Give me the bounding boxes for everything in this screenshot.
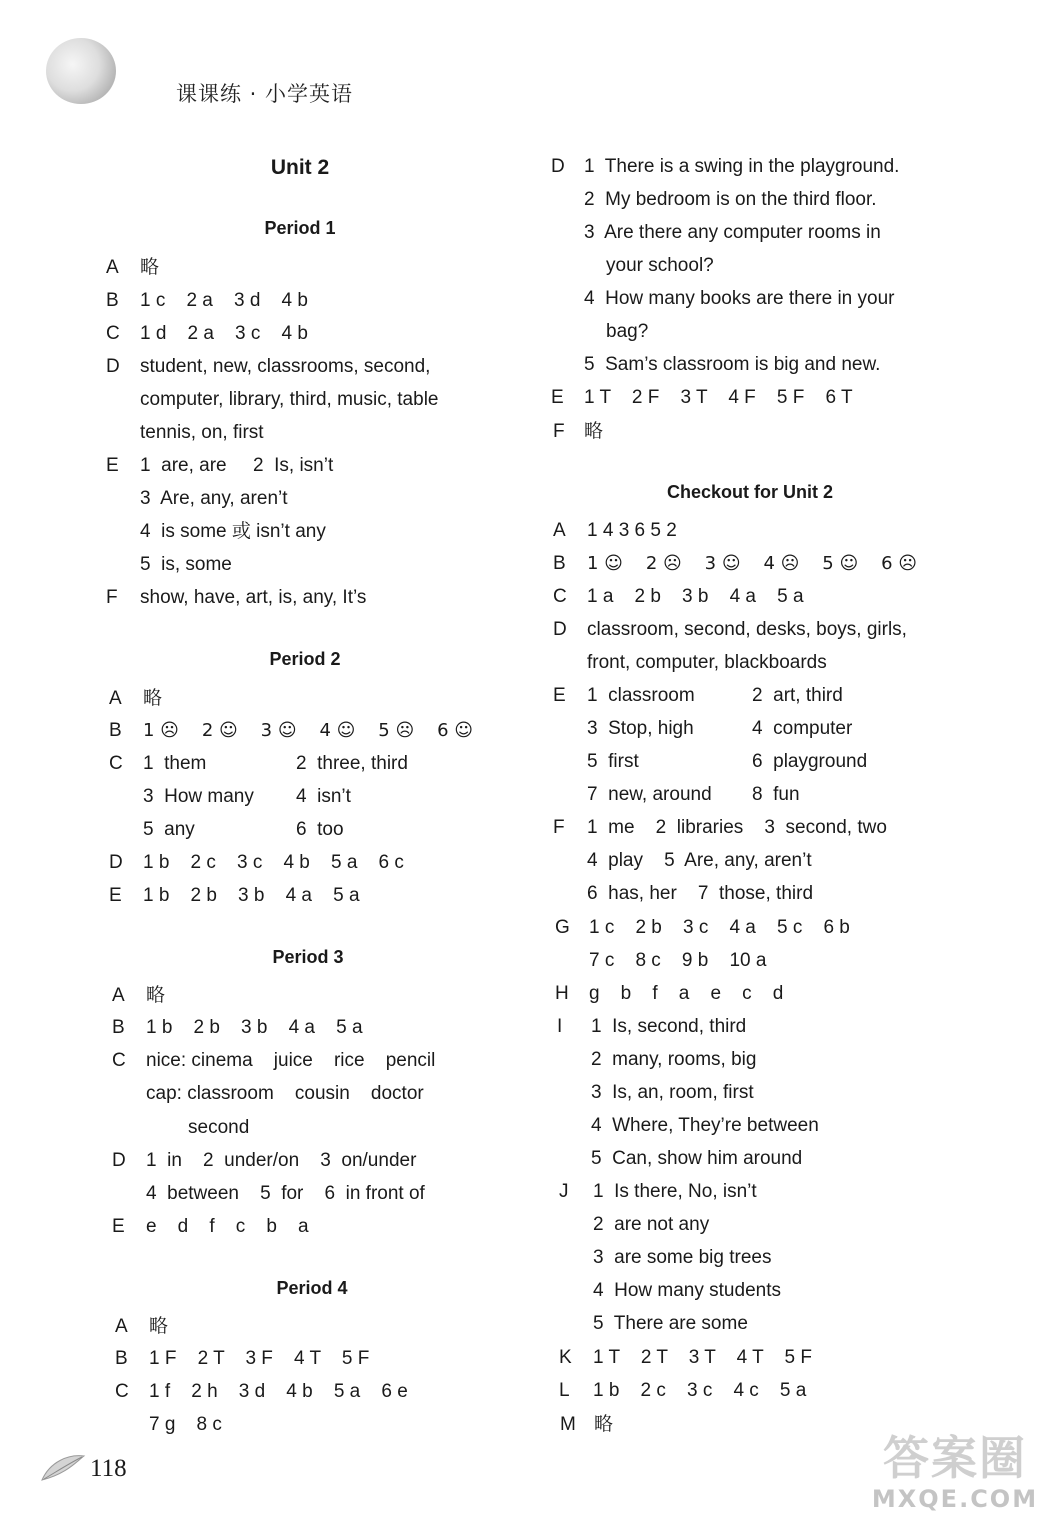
section-label: C: [112, 1050, 126, 1071]
answer-line: 略: [594, 1414, 614, 1435]
answer-line: 5 first: [587, 751, 639, 772]
answer-line: 5 is, some: [140, 554, 232, 575]
watermark-url: MXQE.COM: [871, 1485, 1039, 1513]
section-label: I: [557, 1016, 563, 1037]
section-label: G: [555, 917, 570, 938]
section-label: L: [559, 1380, 570, 1401]
answer-line: front, computer, blackboards: [587, 652, 827, 673]
section-label: D: [109, 852, 123, 873]
answer-line: 3 Is, an, room, first: [591, 1082, 754, 1103]
answer-line: cap: classroom cousin doctor: [146, 1083, 424, 1104]
checkout-title: Checkout for Unit 2: [666, 482, 833, 502]
answer-line: 1 F 2 T 3 F 4 T 5 F: [149, 1348, 370, 1369]
section-label: A: [106, 257, 119, 278]
answer-line: 略: [140, 257, 160, 278]
section-label: H: [555, 983, 569, 1004]
answer-line: 1 T 2 T 3 T 4 T 5 F: [593, 1347, 812, 1368]
section-label: B: [115, 1348, 128, 1369]
answer-line: 1 b 2 b 3 b 4 a 5 a: [143, 885, 360, 906]
answer-line: 1 in 2 under/on 3 on/under: [146, 1150, 417, 1171]
answer-line: bag?: [606, 321, 649, 342]
answer-line: 1 c 2 a 3 d 4 b: [140, 290, 308, 311]
leaf-icon: [40, 1452, 86, 1482]
answer-line: 1 T 2 F 3 T 4 F 5 F 6 T: [584, 387, 853, 408]
answer-line: 1 me 2 libraries 3 second, two: [587, 817, 887, 838]
answer-line: 4 play 5 Are, any, aren’t: [587, 850, 812, 871]
section-label: C: [553, 586, 567, 607]
answer-line: 5 There are some: [593, 1313, 748, 1334]
answer-line: 6 too: [296, 819, 344, 840]
section-label: A: [112, 985, 125, 1006]
answer-line: second: [188, 1117, 250, 1138]
answer-line: 3 Are, any, aren’t: [140, 488, 288, 509]
answer-line: 1 classroom: [587, 685, 695, 706]
answer-line: 6 playground: [752, 751, 868, 772]
answer-line: 7 c 8 c 9 b 10 a: [589, 950, 767, 971]
answer-line: computer, library, third, music, table: [140, 389, 439, 410]
answer-line: 5 any: [143, 819, 195, 840]
answer-line: 3 How many: [143, 786, 254, 807]
section-label: D: [106, 356, 120, 377]
answer-line: show, have, art, is, any, It’s: [140, 587, 367, 608]
answer-line: 2 three, third: [296, 753, 408, 774]
answer-line: 5 Sam’s classroom is big and new.: [584, 354, 881, 375]
answer-line: student, new, classrooms, second,: [140, 356, 431, 377]
section-label: F: [106, 587, 118, 608]
section-label: E: [109, 885, 122, 906]
answer-line: 4 is some 或 isn’t any: [140, 521, 326, 542]
answer-line: 略: [584, 421, 604, 442]
watermark-text: 答案圈: [883, 1431, 1027, 1485]
answer-line: 1 b 2 c 3 c 4 b 5 a 6 c: [143, 852, 404, 873]
answer-line: 1 There is a swing in the playground.: [584, 156, 900, 177]
answer-line: 2 art, third: [752, 685, 843, 706]
section-label: A: [553, 520, 566, 541]
page-number: 118: [90, 1455, 127, 1482]
answer-line: 1 b 2 c 3 c 4 c 5 a: [593, 1380, 807, 1401]
section-label: B: [553, 553, 566, 574]
answer-line: 1 d 2 a 3 c 4 b: [140, 323, 308, 344]
answer-line: nice: cinema juice rice pencil: [146, 1050, 436, 1071]
answer-line: 1 Is, second, third: [591, 1016, 747, 1037]
answer-line: 略: [143, 688, 163, 709]
section-label: E: [553, 685, 566, 706]
answer-line: 2 My bedroom is on the third floor.: [584, 189, 877, 210]
answer-line: e d f c b a: [146, 1216, 309, 1237]
answer-line: 1 c 2 b 3 c 4 a 5 c 6 b: [589, 917, 850, 938]
answer-line: 5 Can, show him around: [591, 1148, 803, 1169]
header-logo: [46, 38, 116, 104]
answer-line: your school?: [606, 255, 714, 276]
section-label: A: [109, 688, 122, 709]
answer-line: 7 new, around: [587, 784, 712, 805]
answer-line: 4 Where, They’re between: [591, 1115, 819, 1136]
book-title: 课课练 · 小学英语: [176, 82, 354, 106]
section-label: E: [106, 455, 119, 476]
answer-line: 1 Is there, No, isn’t: [593, 1181, 757, 1202]
answer-line: 4 computer: [752, 718, 853, 739]
answer-line: 3 Stop, high: [587, 718, 694, 739]
answer-line: 6 has, her 7 those, third: [587, 883, 814, 904]
unit-title: Unit 2: [270, 156, 330, 179]
section-label: C: [115, 1381, 129, 1402]
answer-line: 略: [146, 985, 166, 1006]
watermark-logo: [870, 1432, 1040, 1528]
answer-line: 3 are some big trees: [593, 1247, 772, 1268]
section-label: K: [559, 1347, 572, 1368]
answer-line: 4 between 5 for 6 in front of: [146, 1183, 425, 1204]
section-label: B: [109, 720, 122, 741]
section-label: D: [112, 1150, 126, 1171]
period-1-title: Period 1: [264, 218, 336, 238]
section-label: E: [112, 1216, 125, 1237]
period-3-title: Period 3: [272, 947, 344, 967]
answer-line: classroom, second, desks, boys, girls,: [587, 619, 907, 640]
answer-line: 1 are, are 2 Is, isn’t: [140, 455, 334, 476]
answer-line: 8 fun: [752, 784, 800, 805]
answer-line: 1 a 2 b 3 b 4 a 5 a: [587, 586, 804, 607]
period-2-title: Period 2: [269, 649, 341, 669]
answer-line: 1 ☹ 2 ☺ 3 ☺ 4 ☺ 5 ☹ 6 ☺: [143, 720, 474, 741]
period-4-title: Period 4: [276, 1278, 348, 1298]
answer-line: 1 f 2 h 3 d 4 b 5 a 6 e: [149, 1381, 408, 1402]
section-label: M: [560, 1414, 576, 1435]
answer-line: 3 Are there any computer rooms in: [584, 222, 881, 243]
section-label: C: [106, 323, 120, 344]
answer-line: 1 ☺ 2 ☹ 3 ☺ 4 ☹ 5 ☺ 6 ☹: [587, 553, 918, 574]
answer-line: 4 How many students: [593, 1280, 781, 1301]
answer-line: 4 How many books are there in your: [584, 288, 895, 309]
section-label: E: [551, 387, 564, 408]
answer-line: 略: [149, 1316, 169, 1337]
section-label: B: [106, 290, 119, 311]
answer-line: g b f a e c d: [589, 983, 784, 1004]
section-label: B: [112, 1017, 125, 1038]
section-label: D: [553, 619, 567, 640]
answer-line: 7 g 8 c: [149, 1414, 222, 1435]
section-label: D: [551, 156, 565, 177]
section-label: J: [559, 1181, 569, 1202]
answer-line: 2 many, rooms, big: [591, 1049, 757, 1070]
section-label: F: [553, 817, 565, 838]
answer-line: 1 4 3 6 5 2: [587, 520, 677, 541]
section-label: F: [553, 421, 565, 442]
answer-line: 1 them: [143, 753, 207, 774]
section-label: C: [109, 753, 123, 774]
answer-line: tennis, on, first: [140, 422, 264, 443]
answer-line: 4 isn’t: [296, 786, 351, 807]
answer-line: 1 b 2 b 3 b 4 a 5 a: [146, 1017, 363, 1038]
answer-line: 2 are not any: [593, 1214, 710, 1235]
section-label: A: [115, 1316, 128, 1337]
